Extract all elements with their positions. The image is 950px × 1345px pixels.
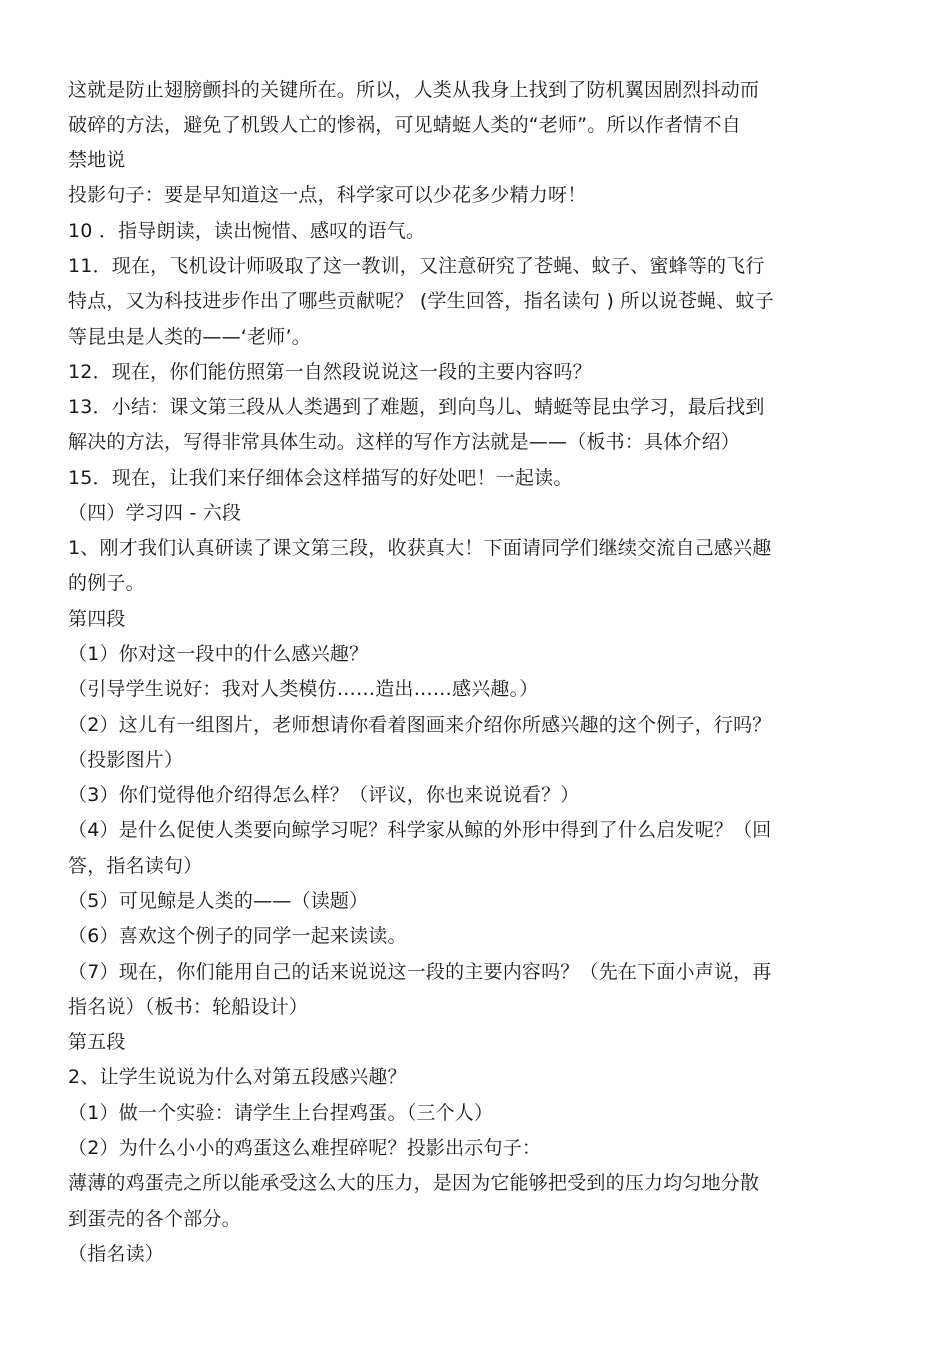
text-line: 13．小结：课文第三段从人类遇到了难题，到向鸟儿、蜻蜓等昆虫学习，最后找到 — [68, 396, 765, 418]
text-line: 15．现在，让我们来仔细体会这样描写的好处吧！一起读。 — [68, 467, 573, 489]
text-line: 12．现在，你们能仿照第一自然段说说这一段的主要内容吗？ — [68, 361, 592, 383]
text-line: （1）你对这一段中的什么感兴趣？ — [68, 643, 369, 665]
text-line: （2）为什么小小的鸡蛋这么难捏碎呢？投影出示句子： — [68, 1137, 542, 1159]
text-line: 11．现在，飞机设计师吸取了这一教训，又注意研究了苍蝇、蚊子、蜜蜂等的飞行 — [68, 255, 765, 277]
text-line: （5）可见鲸是人类的——（读题） — [68, 890, 369, 912]
section-heading: 第四段 — [68, 608, 126, 630]
text-line: 破碎的方法，避免了机毁人亡的惨祸，可见蜻蜓人类的“老师”。所以作者情不自 — [68, 114, 741, 136]
text-line: （投影图片） — [68, 749, 184, 771]
text-line: 解决的方法，写得非常具体生动。这样的写作方法就是——（板书：具体介绍） — [68, 431, 741, 453]
text-line: 答，指名读句） — [68, 855, 203, 877]
text-line: （6）喜欢这个例子的同学一起来读读。 — [68, 925, 407, 947]
text-line: 这就是防止翅膀颤抖的关键所在。所以，人类从我身上找到了防机翼因剧烈抖动而 — [68, 79, 760, 101]
section-heading: 第五段 — [68, 1031, 126, 1053]
text-line: （引导学生说好：我对人类模仿……造出……感兴趣。） — [68, 678, 539, 700]
text-line: 特点，又为科技进步作出了哪些贡献呢？ (学生回答，指名读句 ) 所以说苍蝇、蚊子 — [68, 290, 774, 312]
text-line: 2、让学生说说为什么对第五段感兴趣？ — [68, 1066, 407, 1088]
text-line: （1）做一个实验：请学生上台捏鸡蛋。（三个人） — [68, 1102, 494, 1124]
text-line: 投影句子：要是早知道这一点，科学家可以少花多少精力呀！ — [68, 184, 587, 206]
text-line: 薄薄的鸡蛋壳之所以能承受这么大的压力，是因为它能够把受到的压力均匀地分散 — [68, 1172, 760, 1194]
text-line: 指名说）（板书：轮船设计） — [68, 996, 309, 1018]
section-heading: （四）学习四 - 六段 — [68, 502, 242, 524]
text-line: 到蛋壳的各个部分。 — [68, 1208, 241, 1230]
text-line: （3）你们觉得他介绍得怎么样？（评议，你也来说说看？） — [68, 784, 580, 806]
text-line: 10 ．指导朗读，读出惋惜、感叹的语气。 — [68, 220, 426, 242]
text-line: 禁地说 — [68, 149, 126, 171]
text-line: （4）是什么促使人类要向鲸学习呢？科学家从鲸的外形中得到了什么启发呢？（回 — [68, 819, 772, 841]
text-line: （7）现在，你们能用自己的话来说说这一段的主要内容吗？（先在下面小声说，再 — [68, 961, 772, 983]
text-line: 的例子。 — [68, 572, 145, 594]
text-line: 1、刚才我们认真研读了课文第三段，收获真大！下面请同学们继续交流自己感兴趣 — [68, 537, 772, 559]
text-line: （2）这儿有一组图片，老师想请你看着图画来介绍你所感兴趣的这个例子，行吗？ — [68, 714, 772, 736]
text-line: 等昆虫是人类的——‘老师’。 — [68, 326, 311, 348]
text-line: （指名读） — [68, 1243, 165, 1265]
